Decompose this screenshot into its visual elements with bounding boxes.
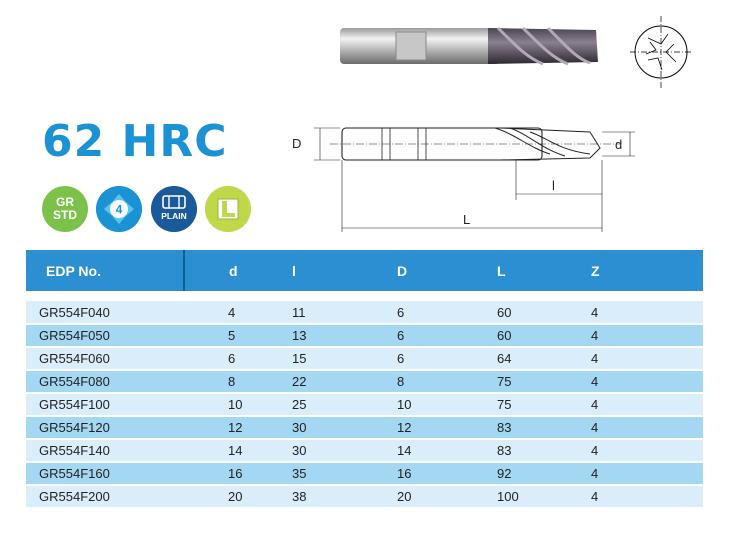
col-header-edp: EDP No. [26,250,184,291]
plain-badge-label: PLAIN [161,211,187,221]
cell-d: 16 [184,462,292,485]
table-row [26,485,703,508]
cell-d: 4 [184,301,292,324]
cell-l: 15 [292,347,397,370]
cell-D: 20 [397,485,497,508]
table-row [26,462,703,485]
cell-l: 30 [292,439,397,462]
cell-Z: 4 [591,393,703,416]
cell-D: 6 [397,324,497,347]
edp-cell: GR554F050 [26,324,184,347]
cell-Z: 4 [591,324,703,347]
cell-d: 20 [184,485,292,508]
col-header-d: d [229,262,238,279]
cell-l: 30 [292,416,397,439]
cell-d: 5 [184,324,292,347]
cell-D: 16 [397,462,497,485]
cell-L: 75 [497,370,591,393]
cell-d: 10 [184,393,292,416]
cell-L: 92 [497,462,591,485]
table-row [26,416,703,439]
col-header-l: l [292,262,296,279]
standard-badge-line2: STD [53,208,77,222]
cell-L: 60 [497,324,591,347]
cell-l: 25 [292,393,397,416]
cell-Z: 4 [591,301,703,324]
table-row [26,370,703,393]
cell-D: 8 [397,370,497,393]
hardness-title: 62 HRC [42,116,228,167]
table-row [26,347,703,370]
edp-cell: GR554F040 [26,301,184,324]
col-header-D: D [397,262,408,279]
cell-L: 64 [497,347,591,370]
four-flute-icon [96,186,142,232]
cell-D: 6 [397,347,497,370]
edp-cell: GR554F140 [26,439,184,462]
cell-D: 14 [397,439,497,462]
edp-cell: GR554F100 [26,393,184,416]
table-row [26,301,703,324]
cell-L: 83 [497,416,591,439]
dimension-table [26,250,703,509]
cell-l: 13 [292,324,397,347]
cell-Z: 4 [591,462,703,485]
edp-cell: GR554F120 [26,416,184,439]
cell-d: 6 [184,347,292,370]
col-header-Z: Z [591,262,600,279]
cell-D: 12 [397,416,497,439]
edp-cell: GR554F160 [26,462,184,485]
dim-label-d: d [615,137,623,152]
cell-l: 38 [292,485,397,508]
dim-label-D: D [292,136,302,151]
cell-D: 10 [397,393,497,416]
plain-shank-badge [151,186,197,232]
dim-label-L: L [463,212,471,227]
cell-d: 8 [184,370,292,393]
flute-count: 4 [115,202,123,217]
table-header-row [26,250,703,291]
cell-L: 100 [497,485,591,508]
end-view-drawing [628,14,694,92]
cell-l: 11 [292,301,397,324]
cell-l: 35 [292,462,397,485]
cell-Z: 4 [591,416,703,439]
edp-cell: GR554F060 [26,347,184,370]
cell-d: 14 [184,439,292,462]
cell-d: 12 [184,416,292,439]
dimension-drawing [290,120,640,242]
table-row [26,439,703,462]
cell-Z: 4 [591,347,703,370]
cell-l: 22 [292,370,397,393]
standard-badge-line1: GR [56,195,74,209]
col-header-L: L [497,262,506,279]
edp-cell: GR554F080 [26,370,184,393]
standard-badge [42,186,88,232]
long-length-icon [205,186,251,232]
cell-Z: 4 [591,439,703,462]
cell-L: 60 [497,301,591,324]
cell-L: 83 [497,439,591,462]
table-row [26,393,703,416]
cell-Z: 4 [591,485,703,508]
end-mill-photo [338,18,600,74]
cell-Z: 4 [591,370,703,393]
dim-label-l: l [552,178,555,193]
cell-D: 6 [397,301,497,324]
edp-cell: GR554F200 [26,485,184,508]
cell-L: 75 [497,393,591,416]
table-row [26,324,703,347]
